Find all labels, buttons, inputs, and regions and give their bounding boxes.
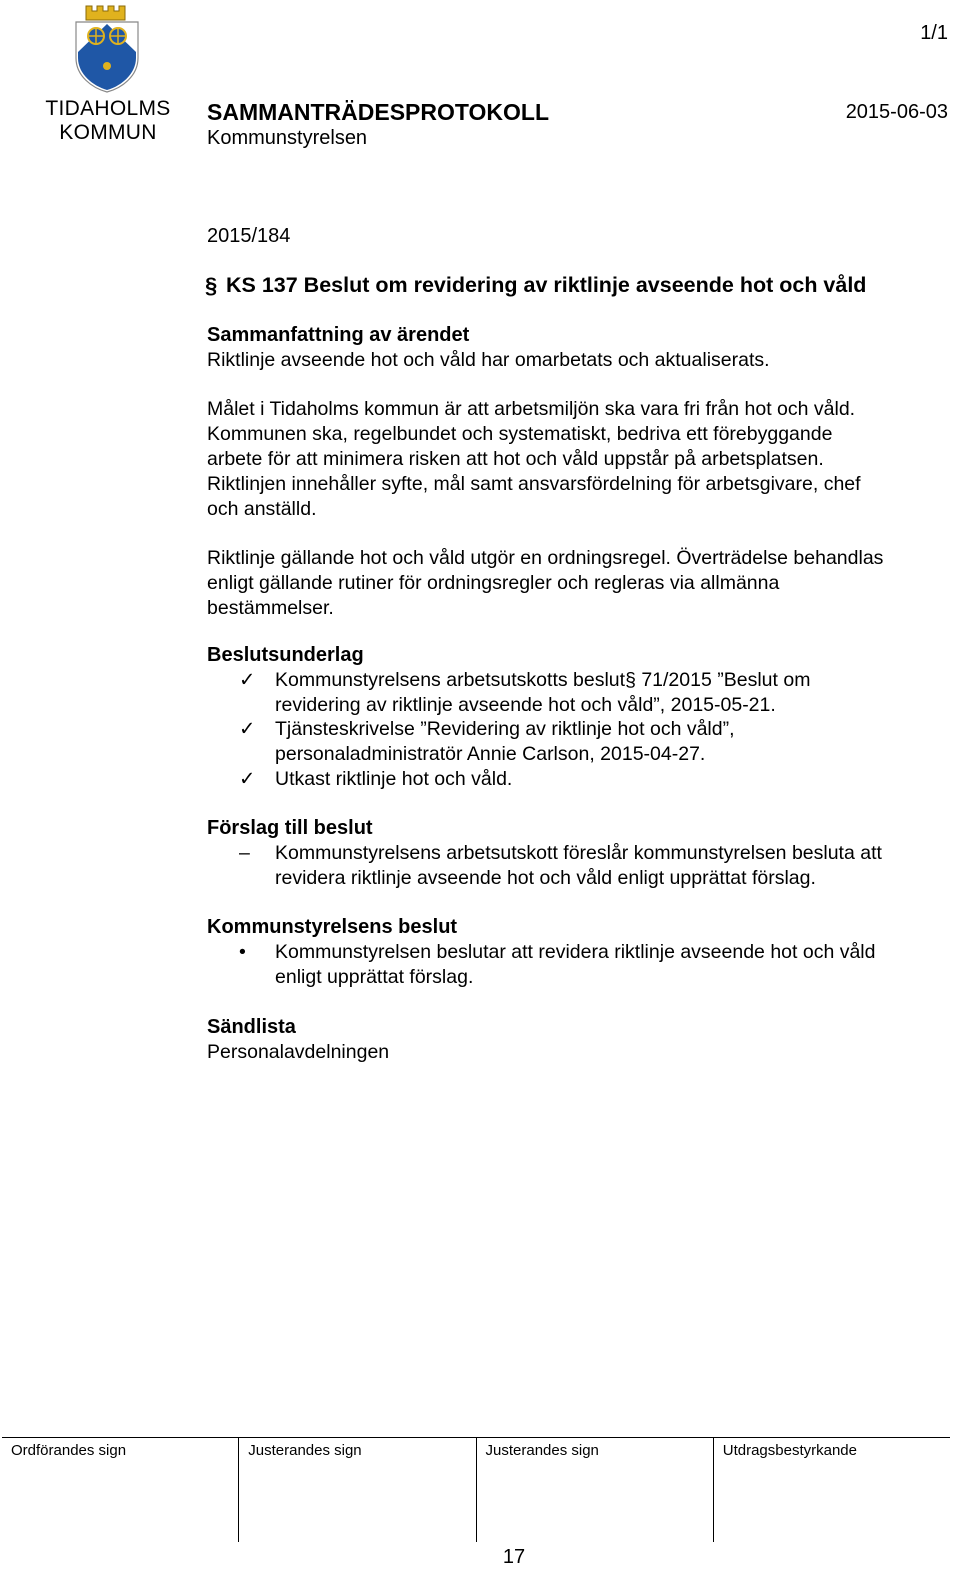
footer-page-number: 17 <box>502 1546 526 1568</box>
document-body-name: Kommunstyrelsen <box>207 127 368 149</box>
basis-section <box>207 643 952 792</box>
list-item-line: revidera riktlinje avseende hot och våld enligt upprättat förslag. <box>275 866 816 889</box>
case-number: 2015/184 <box>207 225 291 247</box>
list-item-line: Kommunstyrelsens arbetsutskott föreslår kommunstyrelsen besluta att <box>275 841 882 864</box>
municipality-logo <box>38 2 178 150</box>
section-symbol: § <box>205 273 218 298</box>
basis-heading: Beslutsunderlag <box>207 644 364 666</box>
summary-line: bestämmelser. <box>207 596 334 619</box>
signature-label: Justerandes sign <box>248 1442 362 1459</box>
summary-line: enligt gällande rutiner för ordningsregler och regleras via allmänna <box>207 571 780 594</box>
case-heading: KS 137 Beslut om revidering av riktlinje avseende hot och våld <box>226 273 867 297</box>
summary-heading: Sammanfattning av ärendet <box>207 324 470 346</box>
coat-of-arms-icon <box>72 2 142 94</box>
logo-text-line1: TIDAHOLMS <box>45 97 171 120</box>
proposal-list <box>207 841 952 891</box>
list-item-line: Utkast riktlinje hot och våld. <box>275 767 513 790</box>
list-item-line: Tjänsteskrivelse ”Revidering av riktlinje hot och våld”, <box>275 718 735 741</box>
list-item-line: enligt upprättat förslag. <box>275 965 474 988</box>
summary-paragraph-2 <box>207 397 952 521</box>
checkmark-icon: ✓ <box>239 668 256 691</box>
list-item <box>207 940 952 990</box>
bullet-icon: • <box>239 940 246 963</box>
summary-line: Målet i Tidaholms kommun är att arbetsmiljön ska vara fri från hot och våld. <box>207 398 856 421</box>
checkmark-icon: ✓ <box>239 718 256 741</box>
dash-icon: – <box>239 841 250 864</box>
signature-label: Ordförandes sign <box>11 1442 127 1459</box>
distribution-heading: Sändlista <box>207 1016 296 1038</box>
basis-list <box>207 668 952 792</box>
summary-section <box>207 323 952 621</box>
summary-paragraph-3 <box>207 546 952 620</box>
proposal-heading: Förslag till beslut <box>207 817 373 839</box>
signature-cell-adjuster-1 <box>238 1438 475 1542</box>
checkmark-icon: ✓ <box>239 767 256 790</box>
summary-line: och anställd. <box>207 497 317 520</box>
document-date: 2015-06-03 <box>845 101 948 123</box>
summary-line: arbete för att minimera risken att hot och våld uppstår på arbetsplatsen. <box>207 447 824 470</box>
decision-list <box>207 940 952 990</box>
list-item <box>207 841 952 891</box>
document-title: SAMMANTRÄDESPROTOKOLL <box>207 99 550 125</box>
decision-heading: Kommunstyrelsens beslut <box>207 916 458 938</box>
signature-cell-certification <box>713 1438 950 1542</box>
distribution-recipient: Personalavdelningen <box>207 1040 390 1063</box>
signature-label: Utdragsbestyrkande <box>722 1442 857 1459</box>
signature-label: Justerandes sign <box>485 1442 599 1459</box>
decision-section <box>207 915 952 989</box>
list-item-line: personaladministratör Annie Carlson, 2015-04-27. <box>275 743 706 766</box>
summary-paragraph-1: Riktlinje avseende hot och våld har omarbetats och aktualiserats. <box>207 348 770 371</box>
proposal-section <box>207 816 952 890</box>
list-item <box>207 767 952 792</box>
list-item <box>207 668 952 718</box>
logo-text-line2: KOMMUN <box>59 121 157 144</box>
list-item-line: Kommunstyrelsens arbetsutskotts beslut§ 71/2015 ”Beslut om <box>275 668 811 691</box>
distribution-section <box>207 1015 952 1065</box>
page-number: 1/1 <box>920 22 948 44</box>
summary-line: Riktlinje gällande hot och våld utgör en ordningsregel. Överträdelse behandlas <box>207 547 884 570</box>
list-item <box>207 717 952 767</box>
summary-line: Kommunen ska, regelbundet och systematiskt, bedriva ett förebyggande <box>207 423 833 446</box>
signature-cell-adjuster-2 <box>476 1438 713 1542</box>
signature-table <box>2 1437 950 1542</box>
summary-line: Riktlinjen innehåller syfte, mål samt ansvarsfördelning för arbetsgivare, chef <box>207 472 861 495</box>
list-item-line: Kommunstyrelsen beslutar att revidera riktlinje avseende hot och våld <box>275 940 876 963</box>
signature-cell-chair <box>2 1438 238 1542</box>
list-item-line: revidering av riktlinje avseende hot och våld”, 2015-05-21. <box>275 693 776 716</box>
